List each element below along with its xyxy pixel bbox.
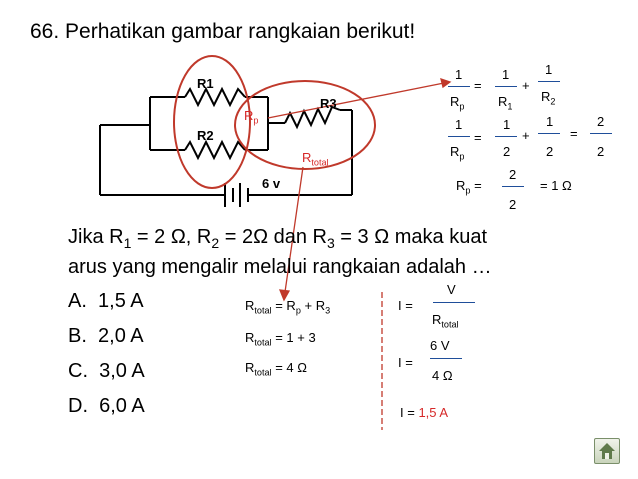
- home-button[interactable]: [594, 438, 620, 464]
- option-c[interactable]: C. 3,0 A: [68, 360, 145, 382]
- eq-1: =: [474, 78, 482, 93]
- frac5-den: 2: [503, 144, 511, 159]
- final-answer: I = 1,5 A: [400, 405, 449, 420]
- battery-label: 6 v: [262, 176, 281, 191]
- frac1-num: 1: [455, 67, 463, 82]
- frac7-num: 2: [597, 114, 605, 129]
- frac6-den: 2: [546, 144, 554, 159]
- plus-2: +: [522, 128, 530, 143]
- frac7-den: 2: [597, 144, 605, 159]
- frac2-num: 1: [502, 67, 510, 82]
- option-a[interactable]: A. 1,5 A: [68, 290, 144, 312]
- plus-1: +: [522, 78, 530, 93]
- current-six-v: 6 V: [430, 338, 450, 353]
- frac4-den: $R_p$: [450, 144, 465, 162]
- rp-arrow: [268, 83, 444, 118]
- current-rtotal: $R_{total}$: [432, 312, 459, 330]
- question-title: 66. Perhatikan gambar rangkaian berikut!: [30, 20, 416, 43]
- frac4-num: 1: [455, 117, 463, 132]
- current-eq-1: I =: [398, 298, 413, 313]
- question-line-2: arus yang mengalir melalui rangkaian adalah …: [68, 256, 492, 278]
- question-line-1: Jika $R_1 = 2$ Ω, $R_2 = 2\Omega$ dan $R_3 = 3$ Ω maka kuat: [68, 226, 487, 251]
- frac8-den: 2: [509, 197, 517, 212]
- frac8-num: 2: [509, 167, 517, 182]
- frac1-den: $R_p$: [450, 94, 465, 112]
- home-icon: [595, 439, 619, 463]
- resistor-r1: [185, 89, 245, 105]
- frac6-num: 1: [546, 114, 554, 129]
- rp-result-label: $R_p$ =: [456, 178, 482, 196]
- battery-icon: [225, 183, 248, 207]
- resistor-r2: [185, 142, 245, 158]
- rp-result: = 1 Ω: [540, 178, 572, 193]
- rtotal-circuit-label: $R_{total}$: [302, 150, 329, 168]
- option-d[interactable]: D. 6,0 A: [68, 395, 145, 417]
- rtotal-formula: $R_{total} = R_p + R_3$: [245, 298, 331, 316]
- frac3-den: $R_2$: [541, 89, 556, 107]
- current-eq-2: I =: [398, 355, 413, 370]
- eq-2: =: [474, 130, 482, 145]
- r3-label: R3: [320, 96, 337, 111]
- eq-3: =: [570, 126, 578, 141]
- r2-label: R2: [197, 128, 214, 143]
- rp-circuit-label: $R_p$: [244, 108, 259, 126]
- current-v: V: [447, 282, 456, 297]
- r1-label: R1: [197, 76, 214, 91]
- frac3-num: 1: [545, 62, 553, 77]
- final-answer-value: 1,5 A: [418, 405, 449, 420]
- rtotal-substitution: $R_{total} = 1 + 3$: [245, 330, 316, 348]
- current-four-ohm: 4 Ω: [432, 368, 453, 383]
- frac2-den: $R_1$: [498, 94, 513, 112]
- frac5-num: 1: [503, 117, 511, 132]
- option-b[interactable]: B. 2,0 A: [68, 325, 144, 347]
- rtotal-result: $R_{total} = 4$ Ω: [245, 360, 307, 378]
